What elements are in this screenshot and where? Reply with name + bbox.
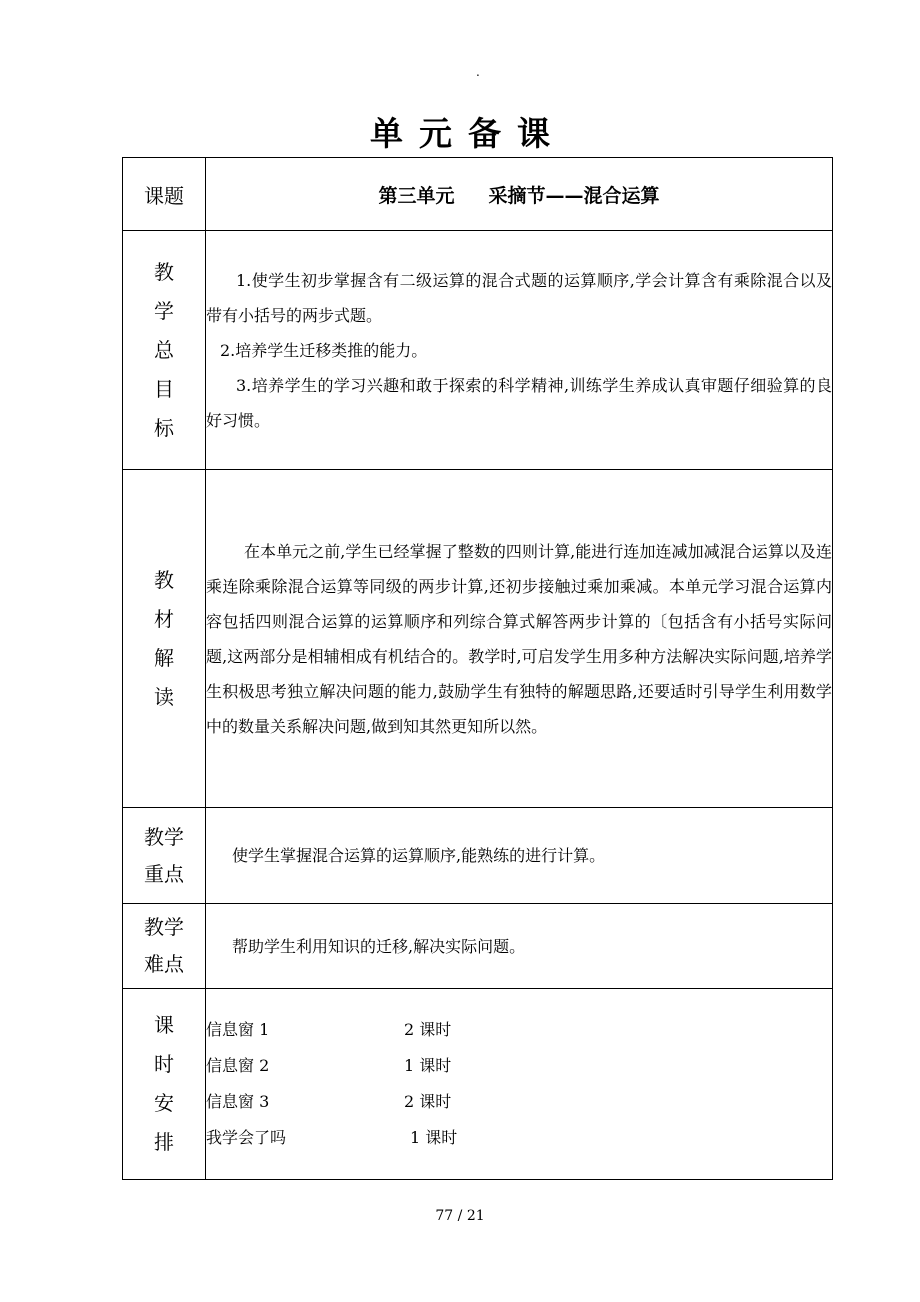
current-page: 77 — [435, 1208, 454, 1224]
unit-name: 采摘节——混合运算 — [488, 184, 660, 207]
difficulties-row — [123, 904, 833, 989]
topic-label: 课题 — [123, 158, 206, 231]
schedule-item-name: 信息窗 2 — [206, 1056, 270, 1075]
schedule-item — [206, 1012, 832, 1048]
schedule-item-name: 信息窗 1 — [206, 1020, 270, 1039]
key-points-content — [206, 808, 833, 904]
goals-label: 教 学 总 目 标 — [123, 231, 206, 470]
schedule-item-hours: 2 课时 — [404, 1020, 452, 1039]
schedule-item-name: 信息窗 3 — [206, 1092, 270, 1111]
schedule-content — [206, 989, 833, 1180]
unit-number: 第三单元 — [378, 184, 455, 207]
analysis-row — [123, 470, 833, 808]
goal-item: 3.培养学生的学习兴趣和敢于探索的科学精神,训练学生养成认真审题仔细验算的良好习惯。 — [206, 375, 832, 430]
goal-item: 1.使学生初步掌握含有二级运算的混合式题的运算顺序,学会计算含有乘除混合以及带有小括号的两步式题。 — [206, 270, 832, 325]
analysis-content — [206, 470, 833, 808]
header-mark: . — [476, 65, 480, 79]
key-points-text: 使学生掌握混合运算的运算顺序,能熟练的进行计算。 — [232, 846, 606, 865]
difficulties-label: 教学 难点 — [123, 904, 206, 989]
difficulties-text: 帮助学生利用知识的迁移,解决实际问题。 — [232, 936, 526, 956]
key-points-label: 教学 重点 — [123, 808, 206, 904]
schedule-item-hours: 1 课时 — [404, 1056, 452, 1075]
schedule-item-hours: 2 课时 — [404, 1092, 452, 1111]
goals-content — [206, 231, 833, 470]
schedule-item — [206, 1084, 832, 1120]
schedule-row — [123, 989, 833, 1180]
topic-row — [123, 158, 833, 231]
lesson-plan-table — [122, 157, 833, 1180]
topic-value — [206, 158, 833, 231]
schedule-item — [206, 1048, 832, 1084]
schedule-label: 课 时 安 排 — [123, 989, 206, 1180]
key-points-row — [123, 808, 833, 904]
analysis-text: 在本单元之前,学生已经掌握了整数的四则计算,能进行连加连减加减混合运算以及连乘连除乘除混合运算等同级的两步计算,还初步接触过乘加乘减。本单元学习混合运算内容包括四则混合运算的运算顺序和列综合算式解答两步计算的〔包括含有小括号实际问题,这两部分是相辅相成有机结合的。教学时,可启发学生用多种方法解决实际问题,培养学生积极思考独立解决问题的能力,鼓励学生有独特的解题思路,还要适时引导学生利用数学中的数量关系解决问题,做到知其然更知所以然。 — [206, 541, 832, 736]
schedule-item — [206, 1120, 832, 1156]
goals-row — [123, 231, 833, 470]
page-title: 单元备课 — [370, 114, 566, 153]
total-pages: 21 — [466, 1208, 485, 1224]
schedule-item-name: 我学会了吗 — [206, 1128, 287, 1147]
difficulties-content — [206, 904, 833, 989]
goal-item: 2.培养学生迁移类推的能力。 — [220, 340, 428, 360]
page-separator: / — [457, 1208, 463, 1224]
page-number — [0, 1208, 920, 1224]
analysis-label: 教 材 解 读 — [123, 470, 206, 808]
schedule-item-hours: 1 课时 — [410, 1128, 458, 1147]
